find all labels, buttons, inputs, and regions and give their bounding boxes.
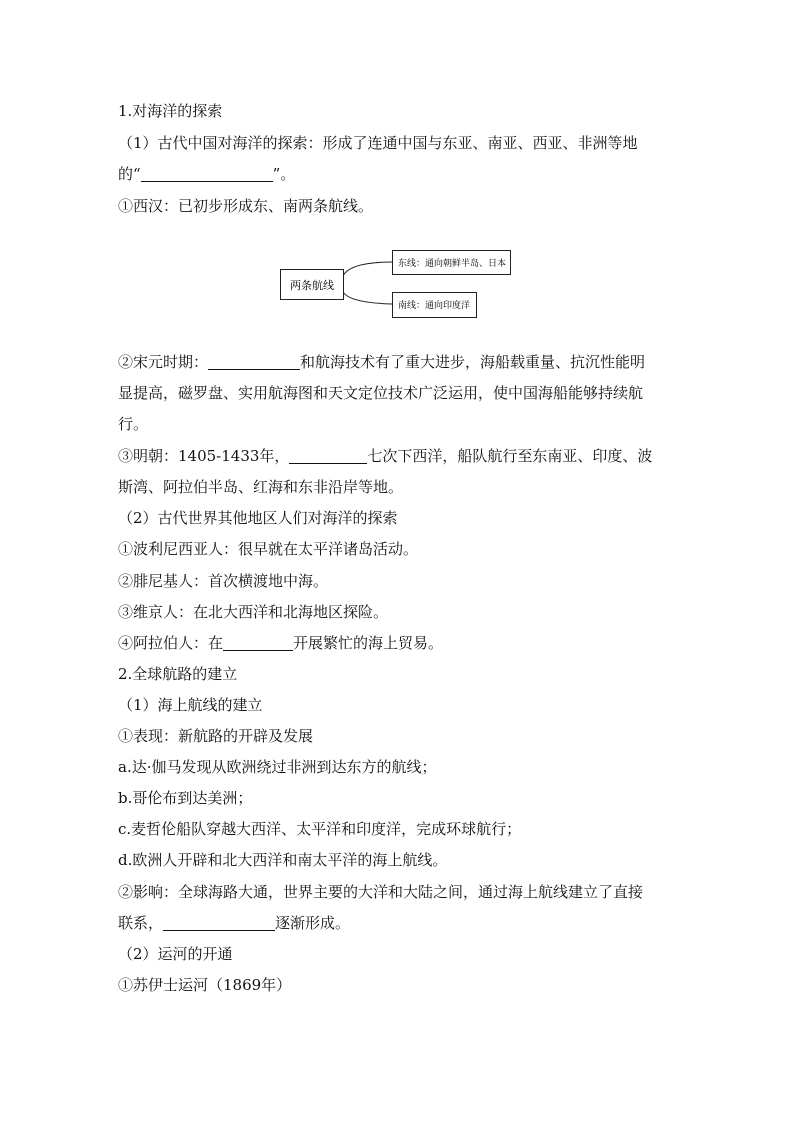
item-c: c.麦哲伦船队穿越大西洋、太平洋和印度洋，完成环球航行； xyxy=(118,820,522,838)
connector-east xyxy=(343,262,393,276)
songyuan-line-2: 显提高，磁罗盘、实用航海图和天文定位技术广泛运用，使中国海船能够持续航 xyxy=(118,384,644,402)
east-route-label: 东线：通向朝鲜半岛、日本 xyxy=(398,259,507,269)
xihan-line: ①西汉：已初步形成东、南两条航线。 xyxy=(118,197,374,215)
yingxiang-line-1: ②影响：全球海路大通，世界主要的大洋和大陆之间，通过海上航线建立了直接 xyxy=(118,883,644,901)
yingxiang-text: 逐渐形成。 xyxy=(275,914,351,932)
fill-blank-3[interactable] xyxy=(289,447,367,464)
item-a: a.达·伽马发现从欧洲绕过非洲到达东方的航线； xyxy=(118,758,437,776)
section2-p1-title: （1）海上航线的建立 xyxy=(118,696,263,714)
ming-text: 七次下西洋，船队航行至东南亚、印度、波 xyxy=(367,447,653,465)
paragraph-1-line-1: （1）古代中国对海洋的探索：形成了连通中国与东亚、南亚、西亚、非洲等地 xyxy=(118,134,638,152)
yingxiang-line-2 xyxy=(118,913,350,933)
section1-title: 1.对海洋的探索 xyxy=(118,102,223,120)
center-label: 两条航线 xyxy=(290,279,334,292)
fill-blank-5[interactable] xyxy=(163,914,275,931)
ming-line-1 xyxy=(118,446,652,466)
fill-blank-2[interactable] xyxy=(208,353,300,370)
fill-blank-4[interactable] xyxy=(223,634,293,651)
songyuan-line-1 xyxy=(118,352,645,372)
ming-label: ③明朝：1405-1433年， xyxy=(118,447,290,465)
south-route-label: 南线：通向印度洋 xyxy=(398,301,471,311)
ming-line-2: 斯湾、阿拉伯半岛、红海和东非沿岸等地。 xyxy=(118,478,404,496)
section2-title: 2.全球航路的建立 xyxy=(118,665,238,683)
viking-line: ③维京人：在北大西洋和北海地区探险。 xyxy=(118,603,389,621)
quote-close: ”。 xyxy=(272,165,296,183)
songyuan-label: ②宋元时期： xyxy=(118,353,209,371)
quote-open: 的“ xyxy=(118,165,141,183)
polynesia-line: ①波利尼西亚人：很早就在太平洋诸岛活动。 xyxy=(118,540,419,558)
arab-text: 开展繁忙的海上贸易。 xyxy=(293,634,444,652)
section2-p2-title: （2）运河的开通 xyxy=(118,945,233,963)
yingxiang-label: 联系， xyxy=(118,914,164,932)
arab-line xyxy=(118,633,443,653)
suez-line: ①苏伊士运河（1869年） xyxy=(118,976,292,994)
paragraph-2-title: （2）古代世界其他地区人们对海洋的探索 xyxy=(118,509,398,527)
songyuan-text: 和航海技术有了重大进步，海船载重量、抗沉性能明 xyxy=(300,353,646,371)
biaoxian-line: ①表现：新航路的开辟及发展 xyxy=(118,727,314,745)
songyuan-line-3: 行。 xyxy=(118,415,149,433)
arab-label: ④阿拉伯人：在 xyxy=(118,634,224,652)
phoenicia-line: ②腓尼基人：首次横渡地中海。 xyxy=(118,572,329,590)
connector-south xyxy=(343,292,393,304)
item-b: b.哥伦布到达美洲； xyxy=(118,789,253,807)
item-d: d.欧洲人开辟和北大西洋和南太平洋的海上航线。 xyxy=(118,851,448,869)
